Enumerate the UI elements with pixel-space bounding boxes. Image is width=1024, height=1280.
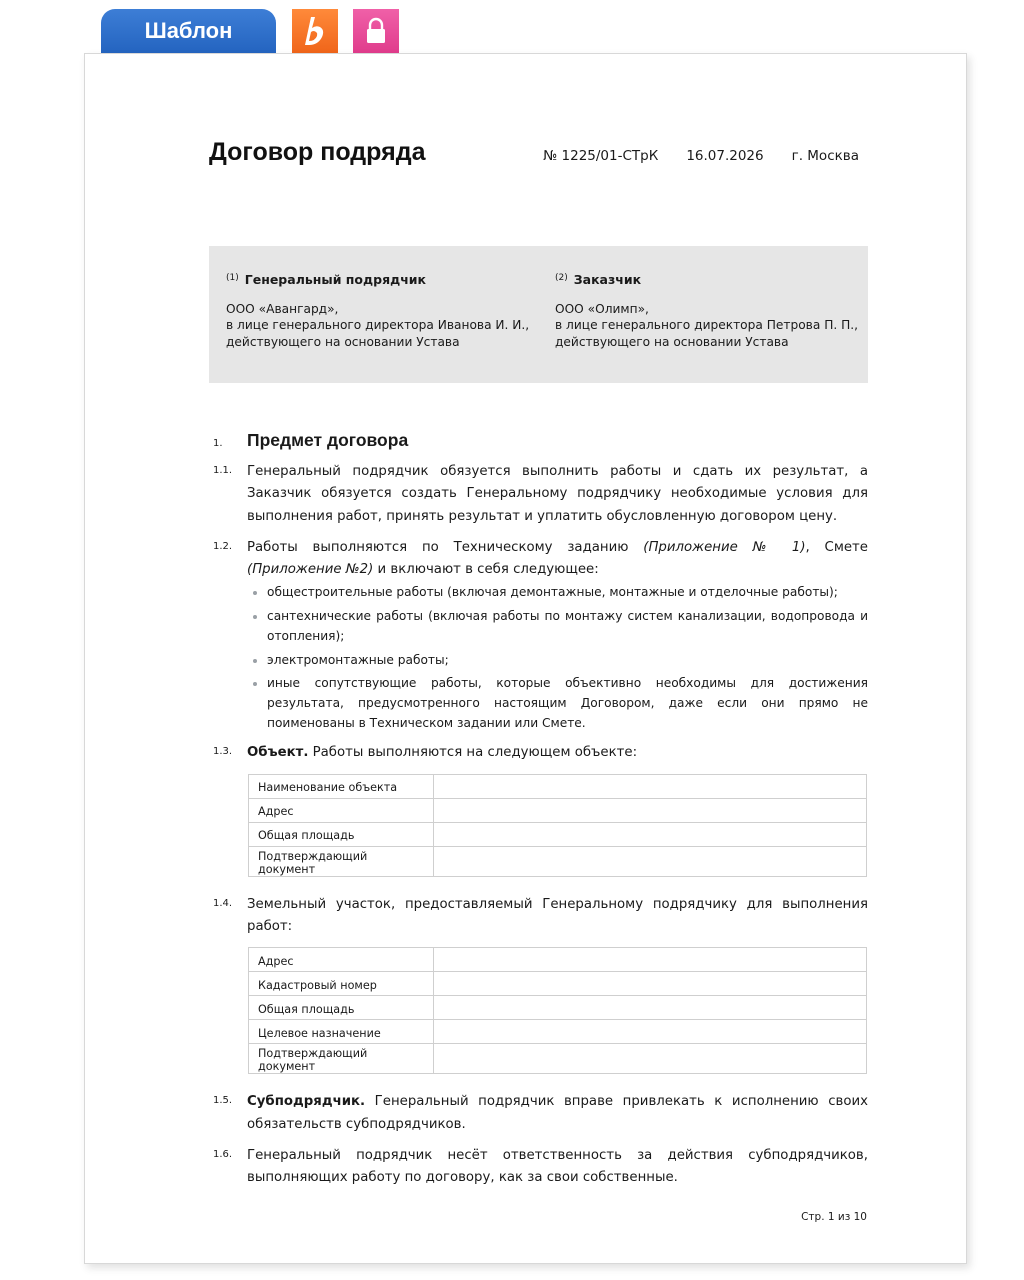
land-plot-table	[248, 947, 867, 1074]
party-index: (1)	[226, 273, 239, 283]
works-list	[267, 583, 868, 733]
party-index: (2)	[555, 273, 568, 283]
value-cell[interactable]	[434, 774, 867, 798]
party-contractor	[226, 270, 536, 350]
party-company: ООО «Олимп»,	[555, 301, 649, 316]
value-cell[interactable]	[434, 996, 867, 1020]
value-cell[interactable]	[434, 798, 867, 822]
document-title: Договор подряда	[209, 138, 426, 166]
row-label: Адрес	[249, 948, 434, 972]
row-label: Подтверждающий документ	[249, 846, 434, 876]
clause-1-3	[209, 742, 868, 876]
party-company: ООО «Авангард»,	[226, 301, 339, 316]
table-row	[249, 996, 867, 1020]
template-tab-label: Шаблон	[144, 18, 233, 43]
document-page	[84, 53, 967, 1264]
clause-text: Субподрядчик. Генеральный подрядчик вправе привлекать к исполнению своих обязательств субподрядчиков.	[247, 1094, 868, 1132]
lock-icon	[364, 17, 388, 45]
page-number: Стр. 1 из 10	[801, 1211, 867, 1223]
contract-body	[209, 429, 868, 1198]
party-basis: действующего на основании Устава	[226, 334, 460, 349]
party-representative: в лице генерального директора Иванова И. И.,	[226, 318, 530, 332]
parties-block	[209, 246, 868, 383]
table-row	[249, 822, 867, 846]
table-row	[249, 972, 867, 996]
document-city: г. Москва	[791, 148, 859, 164]
clause-text: Работы выполняются по Техническому заданию (Приложение № 1), Смете (Приложение №2) и включают в себя следующее:	[247, 539, 868, 578]
clause-text: Земельный участок, предоставляемый Генеральному подрядчику для выполнения работ:	[247, 896, 868, 934]
table-row	[249, 774, 867, 798]
section-heading	[209, 429, 868, 461]
party-role: Генеральный подрядчик	[244, 272, 427, 287]
row-label: Целевое назначение	[249, 1020, 434, 1044]
clause-1-1	[209, 461, 868, 528]
clause-1-6	[209, 1145, 868, 1190]
template-tab[interactable]	[101, 9, 276, 53]
clause-1-4	[209, 894, 868, 1075]
row-label: Наименование объекта	[249, 774, 434, 798]
clause-number: 1.3.	[213, 746, 233, 758]
clause-text: Генеральный подрядчик обязуется выполнить работы и сдать их результат, а Заказчик обязуется создать Генеральному подрядчику необходимые условия для выполнения работ, принять результат и уплатить обусловленную договором цену.	[247, 464, 868, 524]
clause-1-5	[209, 1091, 868, 1136]
party-customer	[555, 270, 865, 350]
table-row	[249, 1044, 867, 1074]
table-row	[249, 1020, 867, 1044]
clause-number: 1.4.	[213, 897, 233, 909]
list-item: электромонтажные работы;	[267, 651, 868, 671]
appendix-reference: (Приложение №2)	[247, 562, 374, 578]
party-role: Заказчик	[573, 272, 642, 287]
row-label: Подтверждающий документ	[249, 1044, 434, 1074]
clause-text: Объект. Работы выполняются на следующем объекте:	[247, 745, 638, 761]
party-basis: действующего на основании Устава	[555, 334, 789, 349]
value-cell[interactable]	[434, 846, 867, 876]
clause-number: 1.1.	[213, 465, 233, 476]
row-label: Общая площадь	[249, 996, 434, 1020]
clause-1-2	[209, 537, 868, 734]
table-row	[249, 846, 867, 876]
section-title: Предмет договора	[247, 430, 409, 450]
clause-number: 1.2.	[213, 540, 233, 552]
clause-number: 1.6.	[213, 1148, 233, 1160]
lock-tab[interactable]	[353, 9, 399, 53]
value-cell[interactable]	[434, 822, 867, 846]
list-item: общестроительные работы (включая демонтажные, монтажные и отделочные работы);	[267, 583, 868, 603]
object-table	[248, 774, 867, 877]
value-cell[interactable]	[434, 948, 867, 972]
party-representative: в лице генерального директора Петрова П. П.,	[555, 318, 859, 332]
document-date: 16.07.2026	[686, 148, 764, 164]
value-cell[interactable]	[434, 1044, 867, 1074]
value-cell[interactable]	[434, 1020, 867, 1044]
row-label: Кадастровый номер	[249, 972, 434, 996]
value-cell[interactable]	[434, 972, 867, 996]
brand-b-icon	[302, 15, 328, 47]
clause-text: Генеральный подрядчик несёт ответственность за действия субподрядчиков, выполняющих работу по договору, как за свои собственные.	[247, 1147, 868, 1186]
clause-number: 1.5.	[213, 1095, 233, 1107]
list-item: иные сопутствующие работы, которые объективно необходимы для достижения результата, предусмотренного настоящим Договором, даже если они прямо не поименованы в Техническом задании или Смете.	[267, 674, 868, 733]
table-row	[249, 798, 867, 822]
table-row	[249, 948, 867, 972]
brand-tab[interactable]	[292, 9, 338, 53]
document-number: № 1225/01-СТрК	[543, 148, 659, 164]
list-item: сантехнические работы (включая работы по монтажу систем канализации, водопровода и отопления);	[267, 607, 868, 646]
section-number: 1.	[213, 438, 223, 449]
row-label: Адрес	[249, 798, 434, 822]
document-meta	[515, 148, 859, 164]
row-label: Общая площадь	[249, 822, 434, 846]
appendix-reference: (Приложение № 1)	[643, 539, 806, 555]
